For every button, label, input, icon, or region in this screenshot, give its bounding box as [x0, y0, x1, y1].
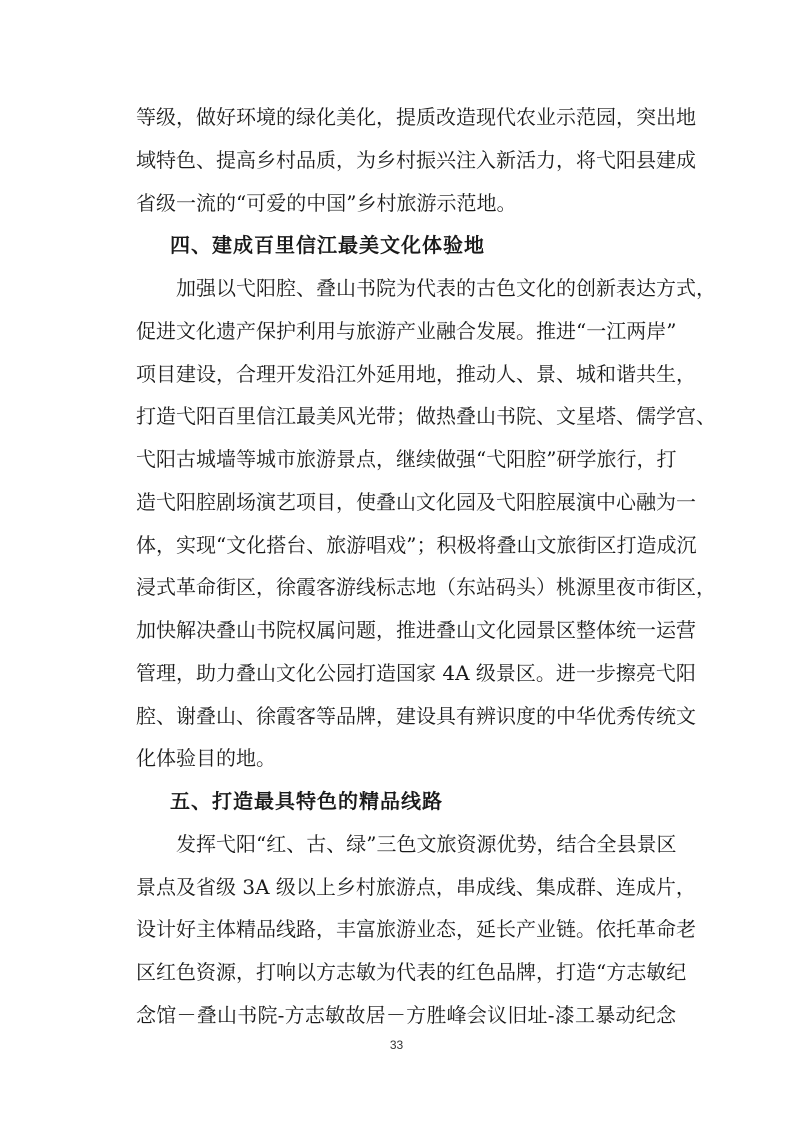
paragraph-line: 造弋阳腔剧场演艺项目，使叠山文化园及弋阳腔展演中心融为一 — [136, 490, 696, 514]
paragraph-line: 域特色、提高乡村品质，为乡村振兴注入新活力，将弋阳县建成 — [136, 148, 696, 172]
paragraph-line: 区红色资源，打响以方志敏为代表的红色品牌，打造“方志敏纪 — [136, 960, 687, 984]
paragraph-line: 浸式革命街区，徐霞客游线标志地（东站码头）桃源里夜市街区， — [136, 575, 716, 599]
paragraph-line: 发挥弋阳“红、古、绿”三色文旅资源优势，结合全县景区 — [176, 832, 677, 856]
paragraph-line: 加强以弋阳腔、叠山书院为代表的古色文化的创新表达方式， — [176, 276, 716, 300]
section-heading: 五、打造最具特色的精品线路 — [170, 789, 443, 813]
paragraph-line: 化体验目的地。 — [136, 746, 276, 770]
paragraph-line: 项目建设，合理开发沿江外延用地，推动人、景、城和谐共生， — [136, 362, 696, 386]
paragraph-line: 等级，做好环境的绿化美化，提质改造现代农业示范园，突出地 — [136, 105, 696, 129]
paragraph-line: 弋阳古城墙等城市旅游景点，继续做强“弋阳腔”研学旅行，打 — [136, 447, 677, 471]
section-heading: 四、建成百里信江最美文化体验地 — [170, 233, 485, 257]
paragraph-line: 管理，助力叠山文化公园打造国家 4A 级景区。进一步擦亮弋阳 — [136, 661, 696, 685]
paragraph-line: 腔、谢叠山、徐霞客等品牌，建设具有辨识度的中华优秀传统文 — [136, 704, 696, 728]
paragraph-line: 设计好主体精品线路，丰富旅游业态，延长产业链。依托革命老 — [136, 917, 696, 941]
paragraph-line: 省级一流的“可爱的中国”乡村旅游示范地。 — [136, 191, 517, 215]
paragraph-line: 加快解决叠山书院权属问题，推进叠山文化园景区整体统一运营 — [136, 618, 696, 642]
page-number: 33 — [389, 1038, 404, 1052]
paragraph-line: 打造弋阳百里信江最美风光带；做热叠山书院、文星塔、儒学宫、 — [136, 404, 716, 428]
paragraph-line: 念馆－叠山书院-方志敏故居－方胜峰会议旧址-漆工暴动纪念 — [136, 1003, 676, 1027]
paragraph-line: 体，实现“文化搭台、旅游唱戏”；积极将叠山文旅街区打造成沉 — [136, 533, 697, 557]
paragraph-line: 促进文化遗产保护利用与旅游产业融合发展。推进“一江两岸” — [136, 319, 677, 343]
paragraph-line: 景点及省级 3A 级以上乡村旅游点，串成线、集成群、连成片， — [136, 875, 696, 899]
